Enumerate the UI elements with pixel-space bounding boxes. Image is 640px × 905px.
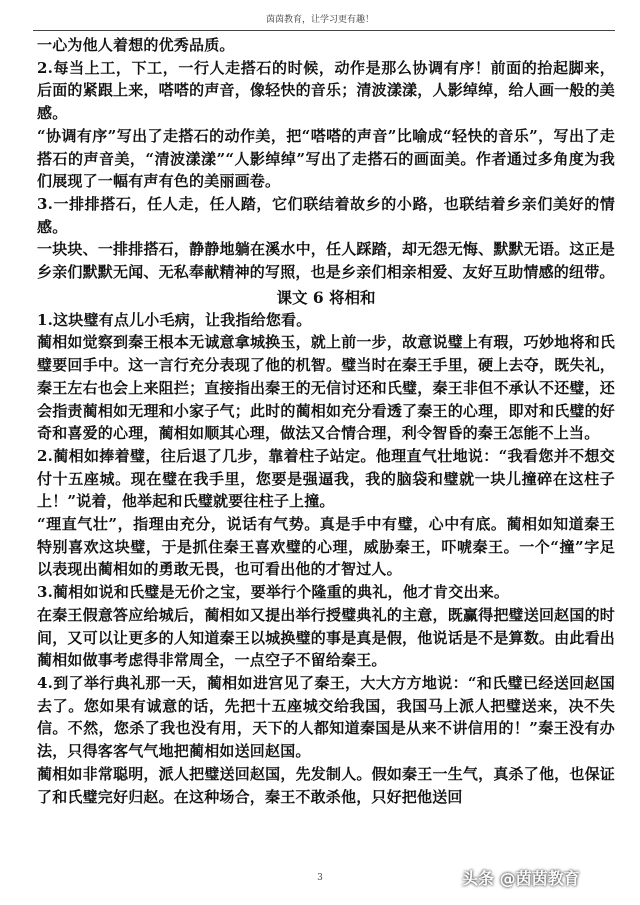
page-number: 3 xyxy=(317,873,323,883)
paragraph: 2.蔺相如捧着璧，往后退了几步，靠着柱子站定。他理直气壮地说：“我看您并不想交付十五座城。现在璧在我手里，您要是强逼我，我的脑袋和璧就一块儿撞碎在这柱子上！”说着，他举起和氏璧就要往柱子上撞。 xyxy=(37,446,615,511)
paragraph: “理直气壮”，指理由充分，说话有气势。真是手中有璧，心中有底。蔺相如知道秦王特别喜欢这块璧，于是抓住秦王喜欢璧的心理，威胁秦王，吓唬秦王。一个“撞”字足以表现出蔺相如的勇敢无畏，也可看出他的才智过人。 xyxy=(37,515,615,579)
watermark: 头条 @茵茵教育 xyxy=(462,869,580,888)
paragraph: 3.蔺相如说和氏璧是无价之宝，要举行个隆重的典礼，他才肯交出来。 xyxy=(37,583,510,602)
paragraph: 一心为他人着想的优秀品质。 xyxy=(37,36,235,54)
paragraph: “协调有序”写出了走搭石的动作美，把“嗒嗒的声音”比喻成“轻快的音乐”，写出了走搭石的声音美，“清波漾漾”“人影绰绰”写出了走搭石的画面美。作者通过多角度为我们展现了一幅有声有色的美丽画卷。 xyxy=(37,126,615,191)
paragraph: 2.每当上工，下工，一行人走搭石的时候，动作是那么协调有序！前面的抬起脚来，后面的紧跟上来，嗒嗒的声音，像轻快的音乐；清波漾漾，人影绰绰，给人画一般的美感。 xyxy=(37,58,615,123)
paragraph: 1.这块璧有点儿小毛病，让我指给您看。 xyxy=(37,310,312,329)
paragraph: 蔺相如觉察到秦王根本无诚意拿城换玉，就上前一步，故意说璧上有瑕，巧妙地将和氏璧要回手中。这一言行充分表现了他的机智。璧当时在秦王手里，硬上去夺，既失礼，秦王左右也会上来阻拦；直接指出秦王的无信讨还和氏璧，秦王非但不承认不还璧，还会指责蔺相如无理和小家子气；此时的蔺相如充分看透了秦王的心理，即对和氏璧的好奇和喜爱的心理，蔺相如顺其心理，做法又合情合理，利令智昏的秦王怎能不上当。 xyxy=(37,333,615,443)
paragraph: 蔺相如非常聪明，派人把璧送回赵国，先发制人。假如秦王一生气，真杀了他，也保证了和氏璧完好归赵。在这种场合，秦王不敢杀他，只好把他送回 xyxy=(37,764,615,806)
header-rule xyxy=(33,30,615,31)
lesson-title: 课文 6 将相和 xyxy=(276,287,376,307)
paragraph: 3.一排排搭石，任人走，任人踏，它们联结着故乡的小路，也联结着乡亲们美好的情感。 xyxy=(37,194,615,236)
paragraph: 一块块、一排排搭石，静静地躺在溪水中，任人踩踏，却无怨无悔、默默无语。这正是乡亲们默默无闻、无私奉献精神的写照，也是乡亲们相亲相爱、友好互助情感的纽带。 xyxy=(37,240,615,282)
paragraph: 在秦王假意答应给城后，蔺相如又提出举行授璧典礼的主意，既赢得把璧送回赵国的时间，又可以让更多的人知道秦王以城换璧的事是真是假，他说话是不是算数。由此看出蔺相如做事考虑得非常周全，一点空子不留给秦王。 xyxy=(37,605,615,670)
document-body xyxy=(37,34,615,808)
page-header: 茵茵教育，让学习更有趣！ xyxy=(265,15,374,25)
paragraph: 4.到了举行典礼那一天，蔺相如进宫见了秦王，大大方方地说：“和氏璧已经送回赵国去了。您如果有诚意的话，先把十五座城交给我国，我国马上派人把璧送来，决不失信。不然，您杀了我也没有用，天下的人都知道秦国是从来不讲信用的！”秦王没有办法，只得客客气气地把蔺相如送回赵国。 xyxy=(37,673,615,761)
